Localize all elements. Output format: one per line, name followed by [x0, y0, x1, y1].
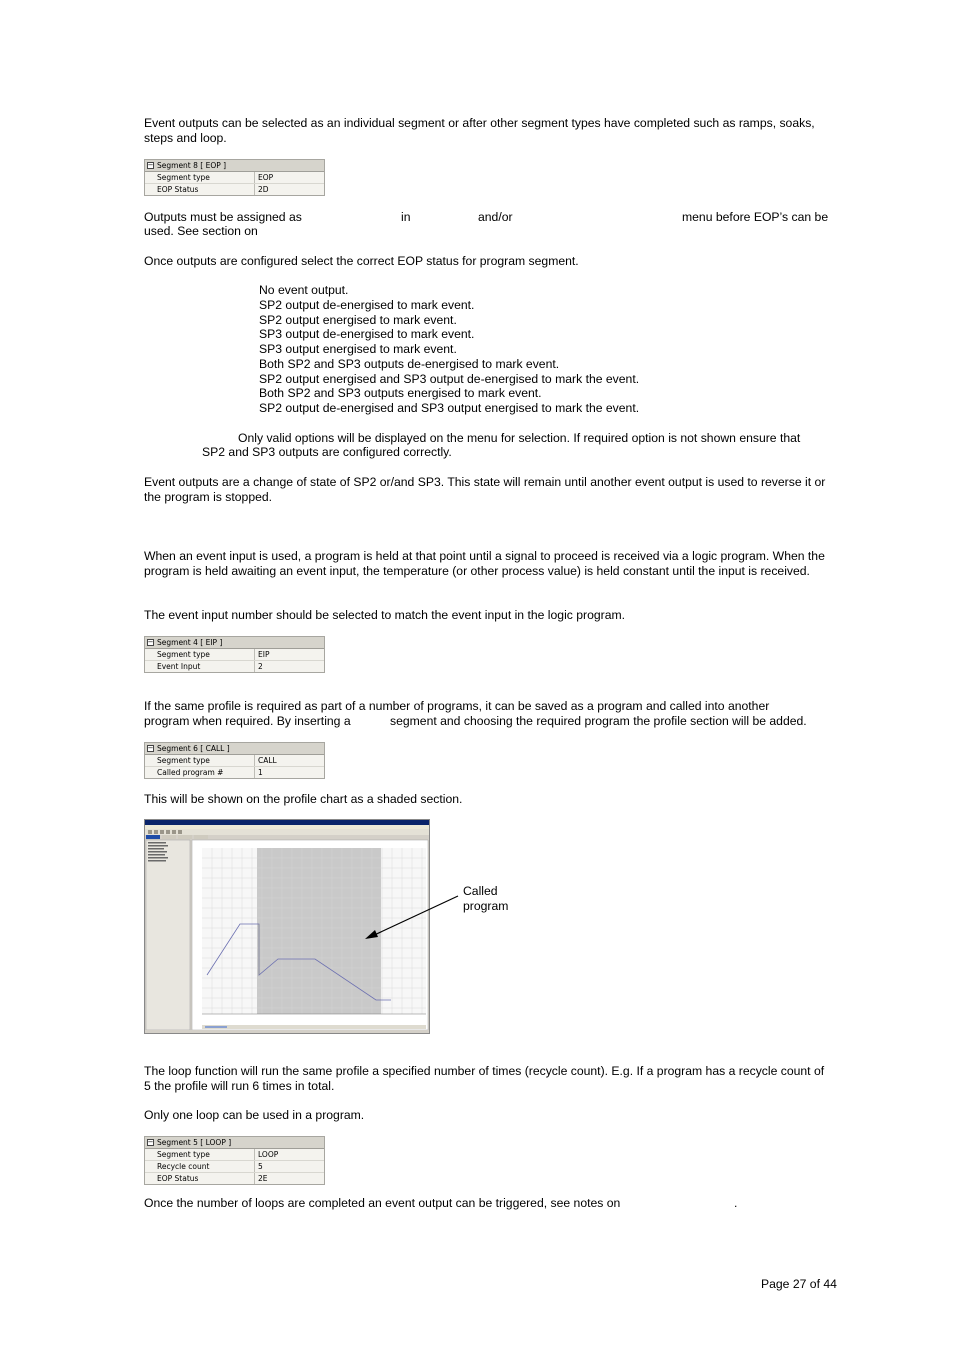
eip-segment-grid[interactable]	[144, 636, 325, 673]
eop-option: SP2 output de-energised to mark event.	[259, 298, 475, 312]
row-label: Segment type	[145, 172, 255, 183]
row-label: EOP Status	[145, 1173, 255, 1184]
status-bar	[145, 1030, 429, 1033]
change-state-paragraph: Event outputs are a change of state of SP2 or/and SP3. This state will remain until another event output is used to reverse it or the program is stopped.	[144, 475, 826, 504]
eop-option: SP2 output energised to mark event.	[259, 313, 457, 327]
eop-option: SP3 output de-energised to mark event.	[259, 327, 475, 341]
row-label: Segment type	[145, 649, 255, 660]
event-input-row[interactable]	[145, 661, 324, 672]
row-value[interactable]: EOP	[258, 173, 274, 182]
segment-header-label: Segment 5 [ LOOP ]	[157, 1138, 232, 1147]
segment-type-row[interactable]	[145, 172, 324, 184]
page-number: Page 27 of 44	[761, 1277, 837, 1291]
intro-paragraph: Event outputs can be selected as an individual segment or after other segment types have completed such as ramps, soaks, steps and loop.	[144, 116, 815, 145]
callout-label-line-1: Called	[463, 884, 498, 898]
note-line-2: SP2 and SP3 outputs are configured correctly.	[202, 445, 452, 459]
row-label: Event Input	[145, 661, 255, 672]
tab-active	[146, 835, 160, 839]
tab	[194, 835, 208, 839]
outputs-text-4: menu before EOP’s can be	[682, 210, 829, 224]
called-program-row[interactable]	[145, 767, 324, 778]
segment-header-label: Segment 8 [ EOP ]	[157, 161, 227, 170]
row-label: Called program #	[145, 767, 255, 778]
eop-option: SP3 output energised to mark event.	[259, 342, 457, 356]
loop-segment-grid[interactable]	[144, 1136, 325, 1185]
segment-tree-panel	[146, 840, 190, 1030]
tab	[178, 835, 192, 839]
call-line-1: If the same profile is required as part of a number of programs, it can be saved as a program and called into another	[144, 699, 770, 713]
eop-status-row[interactable]	[145, 1173, 324, 1184]
segment-type-row[interactable]	[145, 649, 324, 661]
collapse-icon[interactable]: −	[147, 1138, 154, 1146]
segment-type-row[interactable]	[145, 755, 324, 767]
row-value[interactable]: 2E	[258, 1174, 268, 1183]
outputs-text-2: in	[401, 210, 411, 224]
row-label: Recycle count	[145, 1161, 255, 1172]
callout-label-line-2: program	[463, 899, 509, 913]
segment-header-label: Segment 6 [ CALL ]	[157, 744, 230, 753]
toolbar	[145, 829, 429, 835]
eop-option: No event output.	[259, 283, 349, 297]
horizontal-scrollbar	[202, 1025, 426, 1029]
row-label: Segment type	[145, 755, 255, 766]
loops-completed-end: .	[734, 1196, 738, 1210]
row-value[interactable]: 2D	[258, 185, 269, 194]
row-value[interactable]: 1	[258, 768, 263, 777]
event-input-paragraph: When an event input is used, a program is held at that point until a signal to proceed is received via a logic program. When the program is held awaiting an event input, the temperature (or other process value) is held constant until the input is received.	[144, 549, 825, 578]
segment-header[interactable]	[145, 637, 324, 649]
row-value[interactable]: 5	[258, 1162, 263, 1171]
eop-option: Both SP2 and SP3 outputs de-energised to mark event.	[259, 357, 560, 371]
row-label: Segment type	[145, 1149, 255, 1160]
segment-header[interactable]	[145, 743, 324, 755]
scrollbar-thumb	[205, 1026, 227, 1028]
row-value[interactable]: EIP	[258, 650, 270, 659]
note-line-1: Only valid options will be displayed on the menu for selection. If required option is not shown ensure that	[238, 431, 801, 445]
menu-bar	[145, 825, 429, 829]
callout-arrow-icon	[360, 890, 464, 944]
one-loop-paragraph: Only one loop can be used in a program.	[144, 1108, 365, 1122]
segment-header[interactable]	[145, 1137, 324, 1149]
shaded-paragraph: This will be shown on the profile chart as a shaded section.	[144, 792, 463, 806]
tab	[162, 835, 176, 839]
eop-segment-grid[interactable]	[144, 159, 325, 196]
eop-status-row[interactable]	[145, 184, 324, 195]
call-line-2b: segment and choosing the required program the profile section will be added.	[390, 714, 807, 728]
outputs-text-3: and/or	[478, 210, 513, 224]
call-line-2a: program when required. By inserting a	[144, 714, 351, 728]
eop-option: SP2 output energised and SP3 output de-energised to mark the event.	[259, 372, 640, 386]
recycle-count-row[interactable]	[145, 1161, 324, 1173]
row-value[interactable]: CALL	[258, 756, 277, 765]
eop-option: SP2 output de-energised and SP3 output energised to mark the event.	[259, 401, 640, 415]
segment-header[interactable]	[145, 160, 324, 172]
event-input-number-paragraph: The event input number should be selected to match the event input in the logic program.	[144, 608, 626, 622]
row-value[interactable]: LOOP	[258, 1150, 279, 1159]
collapse-icon[interactable]: −	[147, 638, 154, 646]
row-label: EOP Status	[145, 184, 255, 195]
outputs-text-1: Outputs must be assigned as	[144, 210, 302, 224]
row-value[interactable]: 2	[258, 662, 263, 671]
call-segment-grid[interactable]	[144, 742, 325, 779]
segment-type-row[interactable]	[145, 1149, 324, 1161]
collapse-icon[interactable]: −	[147, 161, 154, 169]
loop-paragraph: The loop function will run the same profile a specified number of times (recycle count). E.g. If a program has a recycle count of 5 the profile will run 6 times in total.	[144, 1064, 825, 1093]
eop-option: Both SP2 and SP3 outputs energised to mark event.	[259, 386, 542, 400]
title-bar	[145, 820, 429, 825]
outputs-text-line2: used. See section on	[144, 224, 258, 238]
loops-completed-text: Once the number of loops are completed an event output can be triggered, see notes on	[144, 1196, 621, 1210]
segment-header-label: Segment 4 [ EIP ]	[157, 638, 223, 647]
collapse-icon[interactable]: −	[147, 744, 154, 752]
configured-paragraph: Once outputs are configured select the correct EOP status for program segment.	[144, 254, 579, 268]
